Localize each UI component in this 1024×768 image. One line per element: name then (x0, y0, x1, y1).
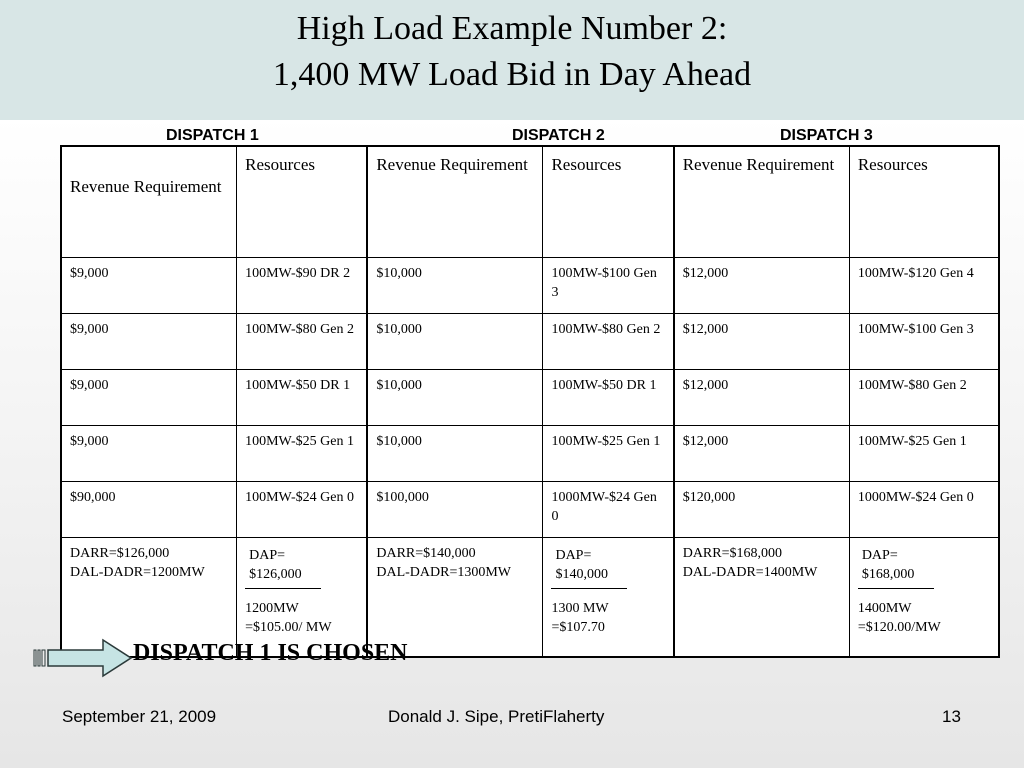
dal-value: DAL-DADR=1400MW (682, 565, 818, 580)
table-cell: $9,000 (61, 314, 237, 370)
darr-value: DARR=$168,000 (682, 546, 782, 561)
table-cell: 100MW-$50 DR 1 (543, 370, 674, 426)
table-cell: $9,000 (61, 258, 237, 314)
header-resources: Resources (543, 146, 674, 258)
table-cell: $10,000 (367, 258, 543, 314)
header-revenue-requirement: Revenue Requirement (674, 146, 850, 258)
table-row (61, 426, 999, 482)
table-cell: $12,000 (674, 314, 850, 370)
header-resources: Resources (237, 146, 368, 258)
table-row (61, 370, 999, 426)
darr-value: DARR=$126,000 (70, 546, 170, 561)
table-cell: $10,000 (367, 426, 543, 482)
table-cell: 100MW-$100 Gen 3 (849, 314, 999, 370)
dispatch-1-label: DISPATCH 1 (166, 127, 259, 144)
table-header-row (61, 146, 999, 258)
table-cell: $9,000 (61, 426, 237, 482)
table-cell: 100MW-$90 DR 2 (237, 258, 368, 314)
dal-value: DAL-DADR=1200MW (70, 565, 205, 580)
dap-cell (543, 538, 674, 658)
table-cell: 100MW-$25 Gen 1 (543, 426, 674, 482)
table-row (61, 482, 999, 538)
footer-date: September 21, 2009 (62, 707, 217, 726)
table-cell: $12,000 (674, 370, 850, 426)
title-banner (0, 0, 1024, 120)
table-cell: 100MW-$80 Gen 2 (849, 370, 999, 426)
table-cell: $10,000 (367, 314, 543, 370)
table-cell: 100MW-$50 DR 1 (237, 370, 368, 426)
header-revenue-requirement: Revenue Requirement (61, 146, 237, 258)
title-line-2: 1,400 MW Load Bid in Day Ahead (272, 56, 752, 93)
darr-cell (674, 538, 850, 658)
table-cell: 100MW-$80 Gen 2 (543, 314, 674, 370)
table-cell: $90,000 (61, 482, 237, 538)
table-cell: 100MW-$80 Gen 2 (237, 314, 368, 370)
table-cell: 100MW-$25 Gen 1 (849, 426, 999, 482)
dap-denominator: 1300 MW =$107.70 (551, 601, 609, 635)
dap-numerator: DAP= $168,000 (858, 544, 934, 589)
dap-numerator: DAP= $126,000 (245, 544, 321, 589)
table-cell: 100MW-$24 Gen 0 (237, 482, 368, 538)
table-row (61, 314, 999, 370)
table-cell: $12,000 (674, 426, 850, 482)
right-arrow-icon (33, 638, 133, 678)
footer-author: Donald J. Sipe, PretiFlaherty (388, 707, 605, 726)
dispatch-table (60, 145, 1000, 658)
dispatch-3-label: DISPATCH 3 (780, 127, 873, 144)
table-row (61, 258, 999, 314)
table-cell: $120,000 (674, 482, 850, 538)
darr-value: DARR=$140,000 (376, 546, 476, 561)
dap-denominator: 1200MW =$105.00/ MW (245, 601, 332, 635)
header-revenue-requirement: Revenue Requirement (367, 146, 543, 258)
table-cell: 100MW-$25 Gen 1 (237, 426, 368, 482)
table-cell: 1000MW-$24 Gen 0 (543, 482, 674, 538)
header-resources: Resources (849, 146, 999, 258)
dal-value: DAL-DADR=1300MW (376, 565, 512, 580)
conclusion-text: DISPATCH 1 IS CHOSEN (133, 640, 408, 666)
dap-denominator: 1400MW =$120.00/MW (857, 601, 941, 635)
dap-cell (849, 538, 999, 658)
table-cell: 100MW-$100 Gen 3 (543, 258, 674, 314)
dap-numerator: DAP= $140,000 (551, 544, 627, 589)
title-line-1: High Load Example Number 2: (296, 10, 728, 47)
table-cell: $10,000 (367, 370, 543, 426)
table-cell: $12,000 (674, 258, 850, 314)
footer-page-number: 13 (942, 707, 961, 726)
table-cell: 100MW-$120 Gen 4 (849, 258, 999, 314)
table-cell: 1000MW-$24 Gen 0 (849, 482, 999, 538)
table-cell: $100,000 (367, 482, 543, 538)
dispatch-2-label: DISPATCH 2 (512, 127, 605, 144)
table-cell: $9,000 (61, 370, 237, 426)
